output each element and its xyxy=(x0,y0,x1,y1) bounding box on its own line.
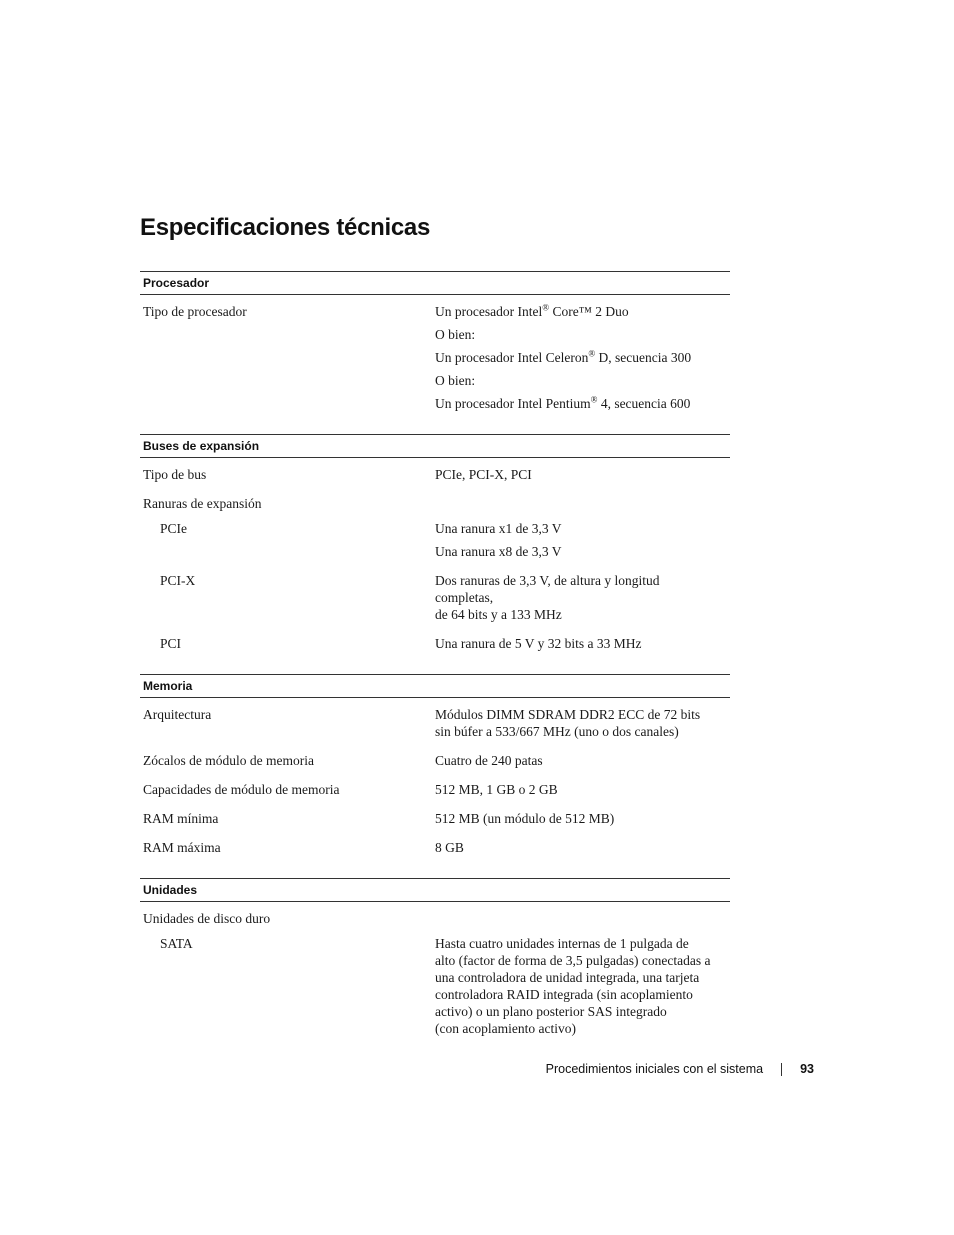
section-header-unidades: Unidades xyxy=(140,878,730,902)
row-label: RAM máxima xyxy=(143,840,221,855)
row-value: Una ranura x1 de 3,3 V Una ranura x8 de 3,3 V xyxy=(435,521,562,559)
value-line: Un procesador Intel Celeron® D, secuencia 300 xyxy=(435,348,692,365)
row-label: SATA xyxy=(160,936,193,951)
row-zocalos xyxy=(140,746,730,775)
row-value: 512 MB, 1 GB o 2 GB xyxy=(435,782,558,797)
row-sata xyxy=(140,929,730,1037)
row-label: Zócalos de módulo de memoria xyxy=(143,753,314,768)
row-capacidades xyxy=(140,775,730,804)
row-ram-maxima xyxy=(140,833,730,862)
row-value xyxy=(435,297,730,418)
section-unidades xyxy=(140,878,730,1037)
row-label: Ranuras de expansión xyxy=(143,496,262,511)
row-ram-minima xyxy=(140,804,730,833)
value-line: O bien: xyxy=(435,327,476,342)
row-ranuras xyxy=(140,489,730,514)
row-label: Tipo de procesador xyxy=(143,304,247,319)
row-pcie xyxy=(140,514,730,566)
section-header-memoria: Memoria xyxy=(140,674,730,698)
row-value: Dos ranuras de 3,3 V, de altura y longitud completas, de 64 bits y a 133 MHz xyxy=(435,573,660,622)
value-line: Un procesador Intel Pentium® 4, secuencia 600 xyxy=(435,394,691,411)
row-discos xyxy=(140,904,730,929)
page-number: 93 xyxy=(800,1062,814,1076)
row-value: Cuatro de 240 patas xyxy=(435,753,543,768)
section-procesador xyxy=(140,271,730,418)
footer-separator xyxy=(781,1063,782,1076)
row-label: PCI xyxy=(160,636,182,651)
row-label: PCIe xyxy=(160,521,187,536)
page-title: Especificaciones técnicas xyxy=(140,214,430,241)
row-label: Capacidades de módulo de memoria xyxy=(143,782,340,797)
row-value: Una ranura de 5 V y 32 bits a 33 MHz xyxy=(435,636,642,651)
row-pci xyxy=(140,629,730,658)
row-label: Unidades de disco duro xyxy=(143,911,271,926)
value-line: Un procesador Intel® Core™ 2 Duo xyxy=(435,302,629,319)
row-tipo-bus xyxy=(140,460,730,489)
row-tipo-procesador xyxy=(140,297,730,418)
section-header-procesador: Procesador xyxy=(140,271,730,295)
row-label: Arquitectura xyxy=(143,707,212,722)
section-memoria xyxy=(140,674,730,862)
row-value: Módulos DIMM SDRAM DDR2 ECC de 72 bits sin búfer a 533/667 MHz (uno o dos canales) xyxy=(435,707,701,739)
row-label: RAM mínima xyxy=(143,811,219,826)
row-label: PCI-X xyxy=(160,573,196,588)
section-header-buses: Buses de expansión xyxy=(140,434,730,458)
spec-table xyxy=(140,271,730,1053)
page-footer xyxy=(546,1062,814,1076)
row-value: Hasta cuatro unidades internas de 1 pulgada de alto (factor de forma de 3,5 pulgadas) conectadas a una controladora de unidad integrada, una tarjeta controladora RAID integrada (sin acoplamiento activo) o un plano posterior SAS integrado (con acoplamiento activo) xyxy=(435,936,711,1036)
value-line: O bien: xyxy=(435,373,476,388)
footer-section-title: Procedimientos iniciales con el sistema xyxy=(545,1062,764,1076)
section-buses xyxy=(140,434,730,658)
row-value: 512 MB (un módulo de 512 MB) xyxy=(435,811,615,826)
row-value: PCIe, PCI-X, PCI xyxy=(435,467,532,482)
row-label: Tipo de bus xyxy=(143,467,207,482)
row-value: 8 GB xyxy=(435,840,464,855)
row-arquitectura xyxy=(140,700,730,746)
row-pcix xyxy=(140,566,730,629)
